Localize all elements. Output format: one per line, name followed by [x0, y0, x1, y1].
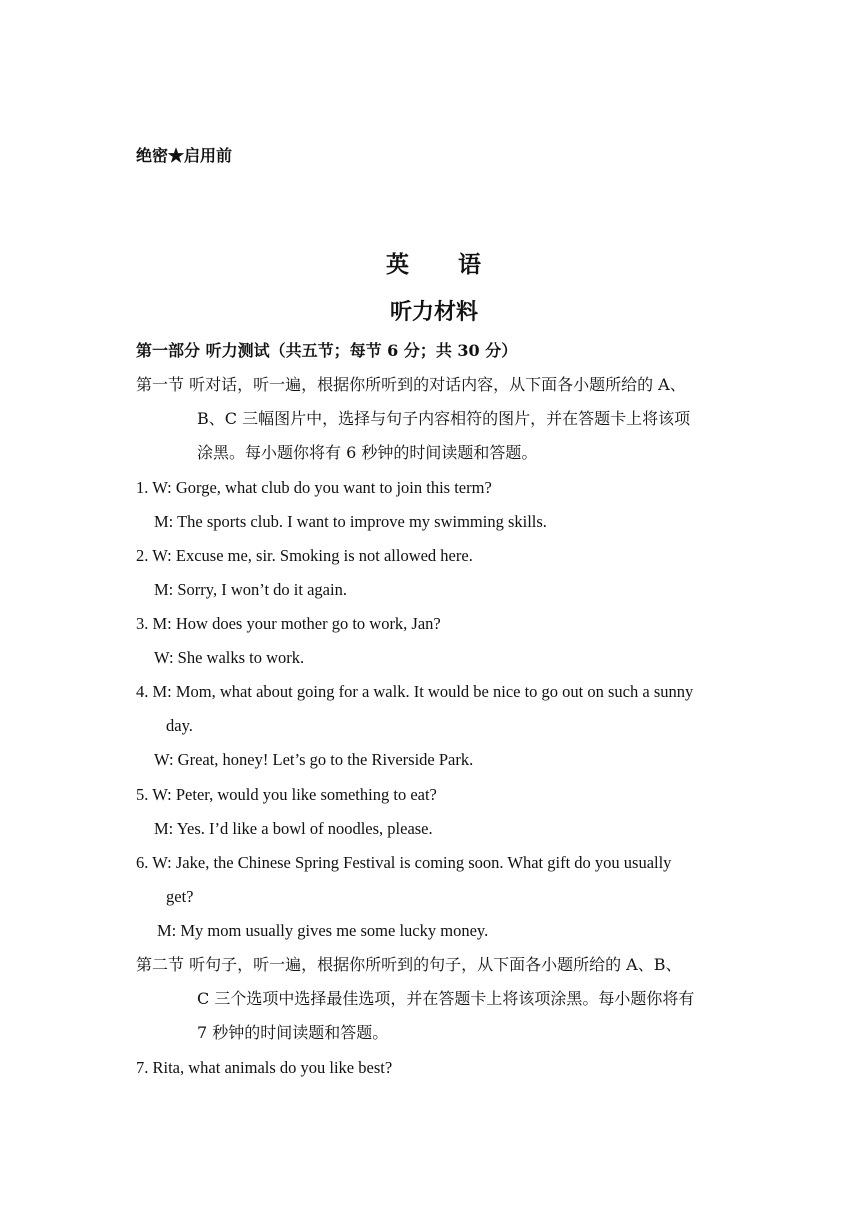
- section1-instruction-line1: 第一节 听对话，听一遍，根据你所听到的对话内容，从下面各小题所给的 A、: [136, 375, 686, 394]
- dialogue-1-line-b: M: The sports club. I want to improve my swimming skills.: [154, 512, 547, 531]
- section2-instruction-line3: 7 秒钟的时间读题和答题。: [197, 1023, 389, 1042]
- dialogue-6-line-b: M: My mom usually gives me some lucky money.: [157, 921, 489, 940]
- dialogue-5-line-b: M: Yes. I’d like a bowl of noodles, please.: [154, 819, 433, 838]
- section2-instruction-line2: C 三个选项中选择最佳选项，并在答题卡上将该项涂黑。每小题你将有: [197, 989, 695, 1008]
- dialogue-6-line-a-cont: get?: [166, 887, 194, 906]
- dialogue-2-line-b: M: Sorry, I won’t do it again.: [154, 580, 347, 599]
- section1-instruction-line3: 涂黑。每小题你将有 6 秒钟的时间读题和答题。: [197, 443, 538, 462]
- dialogue-3-line-a: 3. M: How does your mother go to work, Jan?: [136, 614, 441, 633]
- dialogue-4-line-b: W: Great, honey! Let’s go to the Riverside Park.: [154, 750, 474, 769]
- subject-title: 英 语: [386, 251, 482, 278]
- dialogue-6-line-a: 6. W: Jake, the Chinese Spring Festival is coming soon. What gift do you usually: [136, 853, 672, 872]
- dialogue-5-line-a: 5. W: Peter, would you like something to eat?: [136, 785, 437, 804]
- dialogue-3-line-b: W: She walks to work.: [154, 648, 305, 667]
- dialogue-1-line-a: 1. W: Gorge, what club do you want to join this term?: [136, 478, 492, 497]
- document-title: 听力材料: [389, 299, 478, 325]
- dialogue-2-line-a: 2. W: Excuse me, sir. Smoking is not allowed here.: [136, 546, 473, 565]
- dialogue-4-line-a-cont: day.: [166, 716, 193, 735]
- section2-instruction-line1: 第二节 听句子，听一遍，根据你所听到的句子，从下面各小题所给的 A、B、: [136, 955, 682, 974]
- question-7: 7. Rita, what animals do you like best?: [136, 1058, 393, 1077]
- part1-heading: 第一部分 听力测试（共五节；每节 6 分；共 30 分）: [136, 341, 518, 360]
- section1-instruction-line2: B、C 三幅图片中，选择与句子内容相符的图片，并在答题卡上将该项: [197, 409, 691, 428]
- dialogue-4-line-a: 4. M: Mom, what about going for a walk. It would be nice to go out on such a sunny: [136, 682, 694, 701]
- confidential-mark: 绝密★启用前: [136, 146, 233, 165]
